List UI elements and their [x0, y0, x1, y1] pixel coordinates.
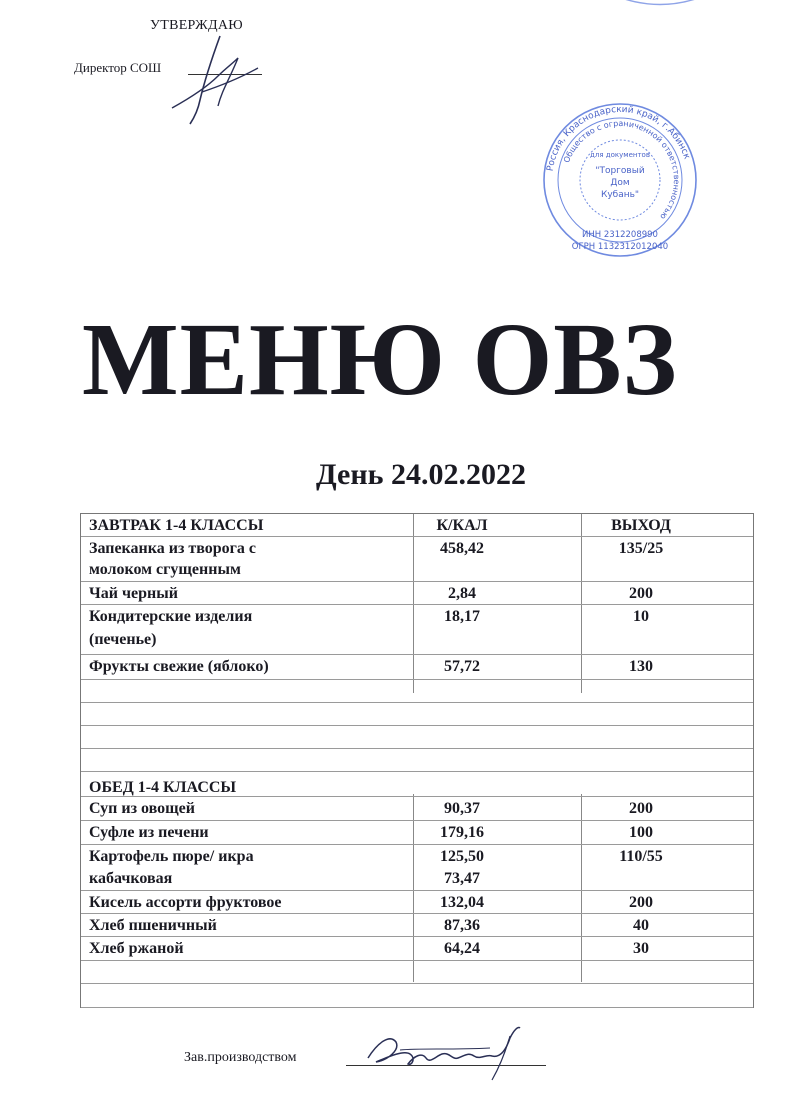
table-row	[81, 537, 753, 582]
dish-name: Картофель пюре/ икра	[89, 848, 254, 865]
dish-kcal: 125,50	[440, 848, 484, 865]
dish-output: 10	[633, 608, 649, 625]
stamp-inn: ИНН 2312208990	[582, 230, 658, 240]
table-row	[81, 937, 753, 961]
dish-kcal: 179,16	[440, 824, 484, 841]
breakfast-header: ЗАВТРАК 1-4 КЛАССЫ	[89, 517, 264, 534]
partial-stamp	[590, 0, 730, 18]
dish-kcal: 458,42	[440, 540, 484, 557]
dish-name: Чай черный	[89, 585, 178, 602]
dish-name: Запеканка из творога с	[89, 540, 257, 557]
dish-name-cont: (печенье)	[89, 631, 157, 648]
dish-kcal-cont: 73,47	[444, 870, 480, 887]
dish-kcal: 2,84	[448, 585, 476, 602]
manager-signature	[360, 1020, 530, 1090]
dish-name: Кисель ассорти фруктовое	[89, 894, 282, 911]
dish-name-cont: кабачковая	[89, 870, 173, 887]
page-title: МЕНЮ ОВЗ	[82, 302, 678, 417]
kcal-header: К/КАЛ	[436, 517, 488, 534]
dish-name: Суп из овощей	[89, 800, 195, 817]
menu-date: День 24.02.2022	[316, 458, 526, 491]
dish-output: 100	[629, 824, 653, 841]
dish-kcal: 90,37	[444, 800, 480, 817]
dish-name: Фрукты свежие (яблоко)	[89, 658, 269, 675]
dish-kcal: 57,72	[444, 658, 480, 675]
dish-kcal: 87,36	[444, 917, 480, 934]
dish-output: 40	[633, 917, 649, 934]
table-row	[81, 655, 753, 680]
table-header-row	[81, 772, 753, 797]
stamp-extra: для документов	[590, 151, 650, 159]
approve-label: УТВЕРЖДАЮ	[150, 18, 243, 33]
empty-row	[81, 961, 753, 984]
table-row	[81, 891, 753, 914]
dish-kcal: 64,24	[444, 940, 480, 957]
dish-output: 30	[633, 940, 649, 957]
empty-row	[81, 680, 753, 703]
dish-kcal: 132,04	[440, 894, 484, 911]
empty-row	[81, 984, 753, 1008]
table-row	[81, 582, 753, 605]
empty-row	[81, 703, 753, 726]
table-row	[81, 797, 753, 821]
dish-output: 200	[629, 894, 653, 911]
dish-name: Кондитерские изделия	[89, 608, 253, 625]
dish-name: Суфле из печени	[89, 824, 209, 841]
table-header-row	[81, 514, 753, 537]
output-header: ВЫХОД	[611, 517, 671, 534]
dish-output: 135/25	[618, 540, 664, 557]
stamp-inner-text: Общество с ограниченной ответственностью	[562, 118, 682, 222]
empty-row	[81, 726, 753, 749]
director-signature	[160, 28, 270, 128]
stamp-center-3: Кубань"	[600, 190, 640, 200]
dish-name-cont: молоком сгущенным	[89, 561, 241, 578]
company-stamp	[540, 95, 700, 265]
stamp-center-2: Дом	[610, 178, 630, 188]
menu-table	[80, 513, 754, 1008]
stamp-outer-text: Россия, Краснодарский край, г.Абинск	[545, 104, 692, 172]
dish-name: Хлеб ржаной	[89, 940, 184, 957]
dish-output: 130	[629, 658, 653, 675]
empty-row	[81, 749, 753, 772]
table-row	[81, 914, 753, 937]
production-manager-label: Зав.производством	[184, 1050, 297, 1065]
dish-output: 110/55	[619, 848, 663, 865]
stamp-ogrn: ОГРН 1132312012040	[571, 242, 669, 252]
director-label: Директор СОШ	[74, 60, 162, 75]
dish-output: 200	[629, 800, 653, 817]
dish-output: 200	[629, 585, 653, 602]
table-row	[81, 821, 753, 845]
lunch-header: ОБЕД 1-4 КЛАССЫ	[89, 779, 237, 796]
table-row	[81, 845, 753, 891]
stamp-center-1: "Торговый	[595, 166, 645, 176]
table-row	[81, 605, 753, 655]
dish-kcal: 18,17	[444, 608, 480, 625]
dish-name: Хлеб пшеничный	[89, 917, 217, 934]
